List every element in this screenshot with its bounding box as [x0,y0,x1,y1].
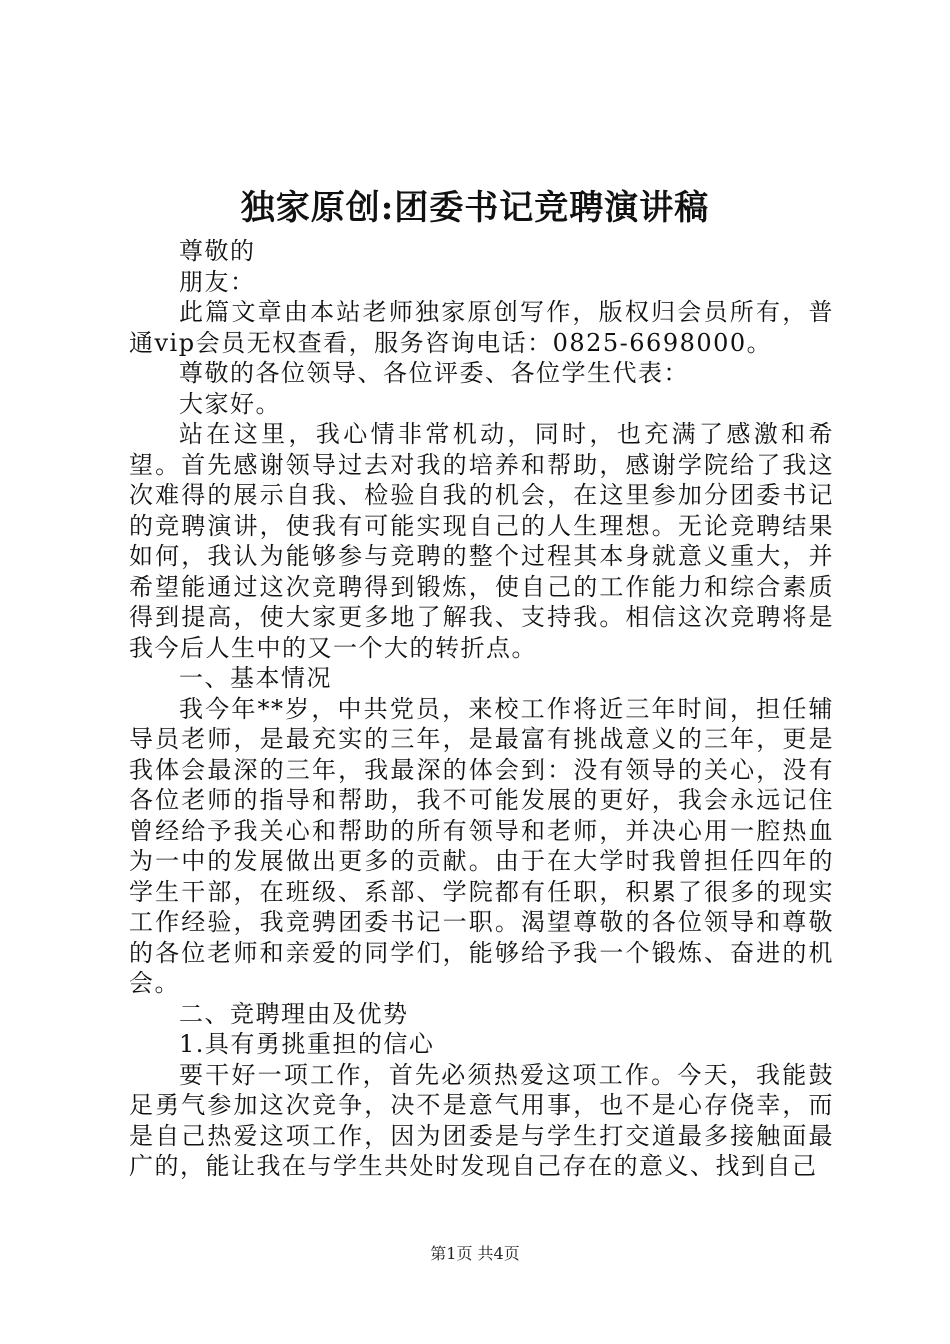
paragraph-salutation-2: 朋友： [179,267,256,296]
paragraph-salutation-1: 尊敬的 [179,237,256,265]
section-heading-reasons: 二、竞聘理由及优势 [179,999,409,1028]
paragraph-intro: 站在这里，我心情非常机动，同时，也充满了感激和希望。首先感谢领导过去对我的培养和帮助，感谢学院给了我这次难得的展示自我、检验自我的机会，在这里参加分团委书记的竞聘演讲，使我有可能实现自己的人生理想。无论竞聘结果如何，我认为能够参与竞聘的整个过程其本身就意义重大，并希望能通过这次竞聘得到锻炼，使自己的工作能力和综合素质得到提高，使大家更多地了解我、支持我。相信这次竞聘将是我今后人生中的又一个大的转折点。 [129,420,834,662]
paragraph-hello: 大家好。 [179,389,281,418]
page-footer: 第1页 共4页 [430,1244,520,1263]
section-heading-basic-info: 一、基本情况 [179,664,332,692]
subheading-confidence: 1.具有勇挑重担的信心 [179,1030,435,1058]
paragraph-confidence: 要干好一项工作，首先必须热爱这项工作。今天，我能鼓足勇气参加这次竞争，决不是意气用事，也不是心存侥幸，而是自己热爱这项工作，因为团委是与学生打交道最多接触面最广的，能让我在与学生共处时发现自己存在的意义、找到自己 [129,1060,834,1180]
paragraph-basic-info: 我今年**岁，中共党员，来校工作将近三年时间，担任辅导员老师，是最充实的三年，是最富有挑战意义的三年，更是我体会最深的三年，我最深的体会到：没有领导的关心，没有各位老师的指导和帮助，我不可能发展的更好，我会永远记住曾经给予我关心和帮助的所有领导和老师，并决心用一腔热血为一中的发展做出更多的贡献。由于在大学时我曾担任四年的学生干部，在班级、系部、学院都有任职，积累了很多的现实工作经验，我竞骋团委书记一职。渴望尊敬的各位领导和尊敬的各位老师和亲爱的同学们，能够给予我一个锻炼、奋进的机会。 [129,694,834,997]
paragraph-greeting: 尊敬的各位领导、各位评委、各位学生代表： [179,359,689,387]
paragraph-copyright-notice: 此篇文章由本站老师独家原创写作，版权归会员所有，普通vip会员无权查看，服务咨询电话：0825-6698000。 [129,298,834,357]
document-title: 独家原创:团委书记竞聘演讲稿 [240,188,710,228]
document-body [129,236,834,1182]
